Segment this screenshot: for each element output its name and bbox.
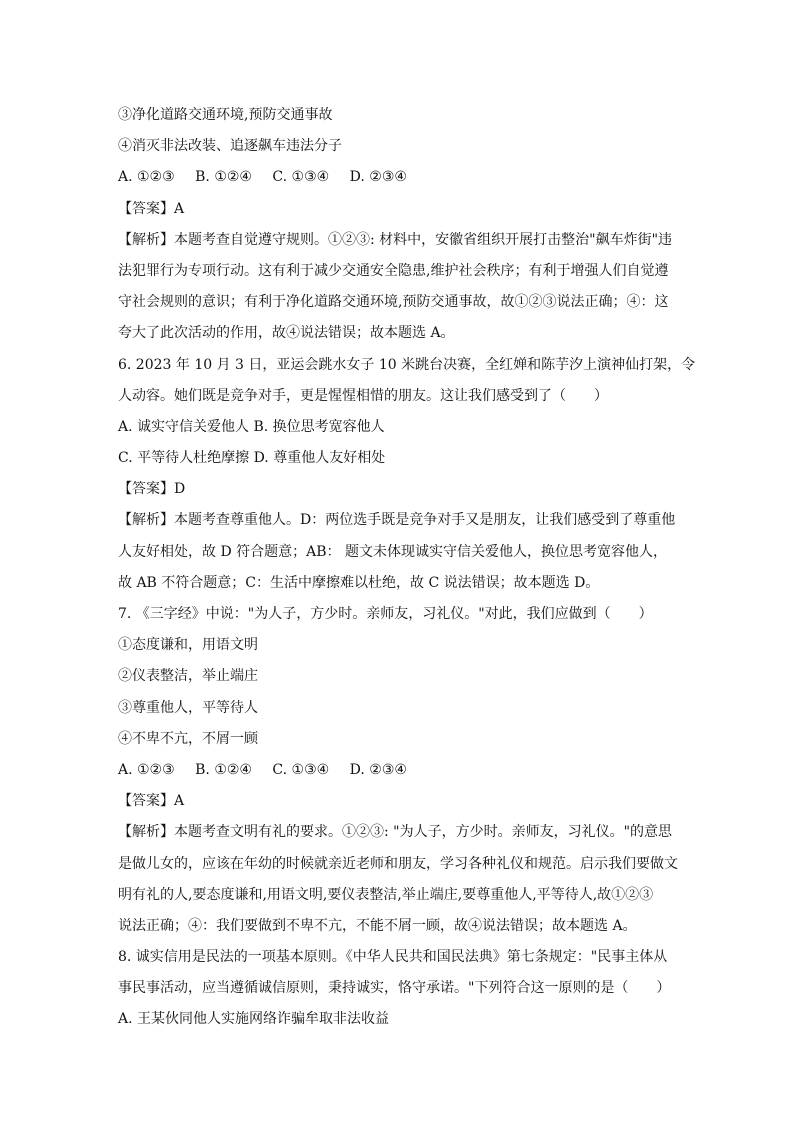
q6-options-row-1: A. 诚实守信关爱他人 B. 换位思考宽容他人 [118, 418, 385, 435]
q7-option-d: D. ②③④ [349, 761, 407, 778]
q8-stem [118, 942, 678, 1004]
q6-stem-line: 人动容。她们既是竞争对手，更是惺惺相惜的朋友。这让我们感受到了（ ） [118, 387, 608, 404]
q5-option-c: C. ①③④ [272, 169, 330, 186]
q7-choice-4: ④不卑不亢，不屑一顾 [118, 730, 258, 747]
q7-option-c: C. ①③④ [272, 761, 330, 778]
q7-analysis [118, 817, 678, 942]
q5-analysis [118, 225, 678, 350]
q7-option-a: A. ①②③ [118, 761, 175, 778]
q5-analysis-line: 夸大了此次活动的作用，故④说法错误；故本题选 A。 [118, 325, 455, 342]
q6-analysis-line: 故 AB 不符合题意；C：生活中摩擦难以杜绝，故 C 说法错误；故本题选 D。 [118, 574, 600, 591]
q6-stem-line: 6. 2023 年 10 月 3 日，亚运会跳水女子 10 米跳台决赛，全红婵和陈芋汐上演神仙打架，令 [118, 356, 696, 373]
q7-options [118, 755, 678, 786]
q6-answer: 【答案】D [118, 481, 186, 498]
q8-stem-line: 8. 诚实信用是民法的一项基本原则。《中华人民共和国民法典》第七条规定："民事主体从 [118, 949, 668, 966]
q6-analysis-line: 人友好相处，故 D 符合题意；AB： 题文未体现诚实守信关爱他人，换位思考宽容他人， [118, 543, 667, 560]
q6-analysis [118, 505, 678, 599]
q5-analysis-line: 【解析】本题考查自觉遵守规则。①②③: 材料中，安徽省组织开展打击整治"飙车炸街"违 [118, 231, 673, 248]
q7-choice-2: ②仪表整洁，举止端庄 [118, 668, 258, 685]
q7-analysis-line: 【解析】本题考查文明有礼的要求。①②③: "为人子，方少时。亲师友，习礼仪。"的意思 [118, 824, 673, 841]
q6-analysis-line: 【解析】本题考查尊重他人。D：两位选手既是竞争对手又是朋友，让我们感受到了尊重他 [118, 512, 676, 529]
q7-analysis-line: 说法正确；④：我们要做到不卑不亢，不能不屑一顾，故④说法错误；故本题选 A。 [118, 917, 637, 934]
q7-analysis-line: 是做儿女的，应该在年幼的时候就亲近老师和朋友，学习各种礼仪和规范。启示我们要做文 [118, 855, 678, 872]
q5-answer: 【答案】A [118, 200, 185, 217]
q7-choice-1: ①态度谦和，用语文明 [118, 637, 258, 654]
q5-option-d: D. ②③④ [349, 169, 407, 186]
q7-stem: 7. 《三字经》中说："为人子，方少时。亲师友，习礼仪。"对此，我们应做到（ ） [118, 606, 653, 622]
q7-answer: 【答案】A [118, 793, 185, 810]
q5-option-b: B. ①②④ [195, 169, 252, 186]
q8-stem-line: 事民事活动，应当遵循诚信原则，秉持诚实，恪守承诺。"下列符合这一原则的是（ ） [118, 980, 671, 997]
q5-choice-4: ④消灭非法改装、追逐飙车违法分子 [118, 138, 342, 155]
q5-option-a: A. ①②③ [118, 169, 175, 186]
q5-analysis-line: 法犯罪行为专项行动。这有利于减少交通安全隐患,维护社会秩序；有利于增强人们自觉遵 [118, 262, 669, 279]
q7-option-b: B. ①②④ [195, 761, 252, 778]
q5-analysis-line: 守社会规则的意识；有利于净化道路交通环境,预防交通事故，故①②③说法正确；④：这 [118, 294, 669, 311]
page-content [118, 100, 696, 1036]
q5-choice-3: ③净化道路交通环境,预防交通事故 [118, 107, 333, 123]
q8-option-a: A. 王某伙同他人实施网络诈骗牟取非法收益 [118, 1011, 390, 1028]
q7-choice-3: ③尊重他人，平等待人 [118, 699, 258, 716]
q5-options [118, 162, 678, 193]
q7-analysis-line: 明有礼的人,要态度谦和,用语文明,要仪表整洁,举止端庄,要尊重他人,平等待人,故①②③ [118, 886, 654, 903]
q6-stem [118, 350, 696, 412]
q6-options-row-2: C. 平等待人杜绝摩擦 D. 尊重他人友好相处 [118, 450, 386, 467]
